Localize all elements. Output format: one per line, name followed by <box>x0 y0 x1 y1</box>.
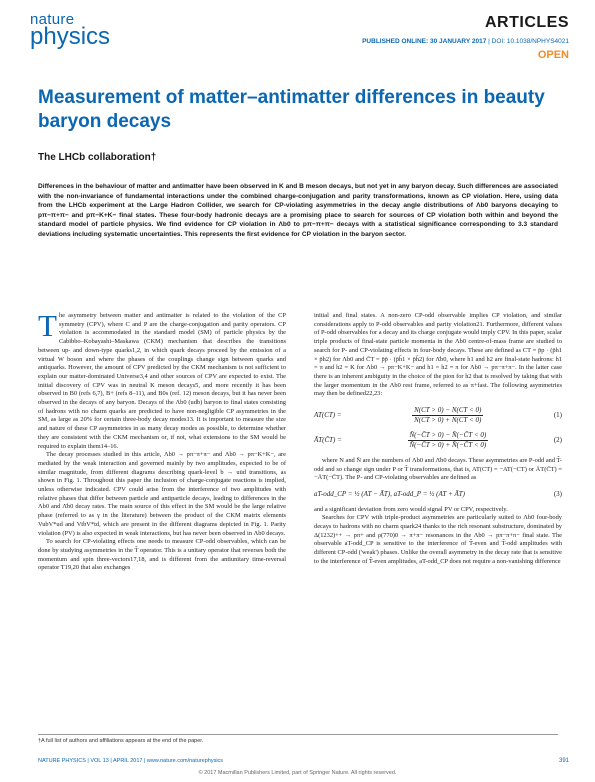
doi-link[interactable]: DOI: 10.1038/NPHYS4021 <box>491 38 569 45</box>
paragraph: and a significant deviation from zero would signal PV or CPV, respectively. <box>314 505 508 513</box>
equation-denominator: N̄(−C̄T > 0) + N̄(−C̄T < 0) <box>409 441 487 450</box>
equation-expression: aT-odd_CP = ½ (AT − ĀT), aT-odd_P = ½ (AT + ĀT) <box>314 489 465 498</box>
paragraph: To search for CP-violating effects one needs to measure CP-odd observables, which can be done by studying asymmetries in the T̂ operator. This is a unitary operator that reverses both the momentum and spin three-vectors17,18, and is different from the antiunitary time-reversal operator T19,20 that also exchanges <box>38 538 286 572</box>
paragraph-intro-text: he asymmetry between matter and antimatter is related to the violation of the CP symmetry (CPV), where C and P are the charge-conjugation and parity operators. CP violation is accommodated in the standard model (SM) of particle physics by the Cabibbo–Kobayashi–Maskawa (CKM) mechanism that describes the transitions between up- and down-type quarks1,2, in which quark decays proceed by the emission of a virtual W boson and where the phases of the couplings change sign between quarks and antiquarks. However, the amount of CPV predicted by the CKM mechanism is not sufficient to explain our matter-dominated Universe3,4 and other sources of CPV are expected to exist. The initial discovery of CPV was in neutral K meson decays5, and more recently it has been observed in B0 (refs 6,7), B+ (refs 8–11), and B0s (ref. 12) meson decays, but it has never been observed in the decays of any baryon. Decays of the Λb0 (udb) baryon to final states consisting of hadrons with no charm quarks are predicted to have non-negligible CP asymmetries in the SM, as large as 20% for certain three-body decay modes13. It is important to measure the size and nature of these CP asymmetries in as many decay modes as possible, to determine whether they are consistent with the CKM mechanism or, if not, what extensions to the SM would be required to explain them14–16. <box>38 312 286 450</box>
equation-number: (3) <box>553 489 562 498</box>
equation-numerator: N(CT > 0) − N(CT < 0) <box>414 406 482 415</box>
section-label: ARTICLES <box>485 14 569 31</box>
logo-top-text: nature <box>30 11 75 28</box>
equation-lhs: AT(CT) = <box>314 410 342 419</box>
paragraph-intro <box>38 308 286 451</box>
equation-fraction <box>408 431 489 449</box>
equation-denominator: N(CT > 0) + N(CT < 0) <box>414 415 482 424</box>
paragraph: The decay processes studied in this article, Λb0 → pπ−π+π− and Λb0 → pπ−K+K−, are mediated by the weak interaction and governed mainly by two amplitudes, expected to be of similar magnitude, from different diagrams describing quark-level b → uūd transitions, as shown in Fig. 1. Throughout this paper the inclusion of charge-conjugate reactions is implied, unless otherwise indicated. CPV could arise from the interference of two amplitudes with relative phases that differ between particle and antiparticle decays, leading to differences in the Λb0 and Λ̄b0 decay rates. The main source of this effect in the SM would be the large relative phase (referred to as γ in the literature) between the product of the CKM matrix elements VubV*ud and VtbV*td, which are present in the different diagrams depicted in Fig. 1. Parity violation (PV) is also expected in weak interactions, but has never been observed in Λb0 decays. <box>38 451 286 537</box>
abstract: Differences in the behaviour of matter and antimatter have been observed in K and B meson decays, but not yet in any baryon decay. Such differences are associated with the non-invariance of fundamental interactions under the combined charge-conjugation and parity transformations, known as CP violation. Here, using data from the LHCb experiment at the Large Hadron Collider, we search for CP-violating asymmetries in the decay angle distributions of Λb0 baryons decaying to pπ−π+π− and pπ−K+K− final states. These four-body hadronic decays are a promising place to search for sources of CP violation both within and beyond the standard model of particle physics. We find evidence for CP violation in Λb0 to pπ−π+π− decays with a statistical significance corresponding to 3.3 standard deviations including systematic uncertainties. This represents the first evidence for CP violation in the baryon sector. <box>38 183 558 238</box>
publication-info: PUBLISHED ONLINE: 30 JANUARY 2017 | DOI: 10.1038/NPHYS4021 <box>362 38 569 45</box>
equation-3 <box>314 490 562 499</box>
body-column-right <box>314 312 562 567</box>
author-footnote: †A full list of authors and affiliations appears at the end of the paper. <box>38 734 558 744</box>
copyright-notice: © 2017 Macmillan Publishers Limited, part of Springer Nature. All rights reserved. <box>198 770 397 776</box>
page-number: 391 <box>558 758 569 764</box>
body-column-left <box>38 308 286 573</box>
equation-number: (1) <box>553 410 562 419</box>
equation-2 <box>314 431 562 449</box>
article-authors[interactable]: The LHCb collaboration† <box>38 152 157 163</box>
published-date: PUBLISHED ONLINE: 30 JANUARY 2017 <box>362 38 487 45</box>
logo-main-text: physics <box>30 23 111 50</box>
equation-number: (2) <box>553 436 562 445</box>
journal-logo <box>30 12 110 49</box>
drop-cap: T <box>38 308 57 343</box>
equation-numerator: N̄(−C̄T > 0) − N̄(−C̄T < 0) <box>409 431 487 440</box>
open-access-badge: OPEN <box>537 49 569 61</box>
article-title: Measurement of matter–antimatter differences in beauty baryon decays <box>38 87 545 132</box>
equation-1 <box>314 406 562 424</box>
paragraph: Searches for CPV with triple-product asymmetries are particularly suited to Λb0 four-body decays to hadrons with no charm quark24 thanks to the rich resonant substructure, dominated by Δ(1232)++ → pπ+ and ρ(770)0 → π+π− resonances in the Λb0 → pπ−π+π− final state. The observable aT-odd_CP is sensitive to the interference of T̂-even and T̂-odd amplitudes with different CP-odd ('weak') phases. Unlike the overall asymmetry in the decay rate that is sensitive to the interference of T̂-even amplitudes, aT-odd_CP does not require a non-vanishing difference <box>314 514 562 565</box>
paragraph: initial and final states. A non-zero CP-odd observable implies CP violation, and similar considerations apply to P-odd observables and parity violation21. Furthermore, different values of P-odd observables for a decay and its charge conjugate would imply CPV. In this paper, scalar triple products of final-state particle momenta in the Λb0 centre-of-mass frame are studied to search for P- and CP-violating effects in four-body decays. These are defined as CT = p̄p · (p̄h1 × p̄h2) for Λb0 and C̄T = p̄p̄ · (p̄h̄1 × p̄h̄2) for Λ̄b0, where h1 and h2 are final-state hadrons: h1 = π and h2 = K for Λb0 → pπ−K+K− and h1 = h2 = π for Λb0 → pπ−π+π−. In the latter case there is an inherent ambiguity in the choice of the pion for h2 that is resolved by taking that with the larger momentum in the Λb0 rest frame, referred to as π+fast. The following asymmetries may then be defined22,23: <box>314 312 562 398</box>
equation-fraction <box>412 406 483 424</box>
paragraph: where N and N̄ are the numbers of Λb0 and Λ̄b0 decays. These asymmetries are P-odd and T̂-odd and so change sign under P or T̂ transformations, that is, AT(CT) = −AT(−CT) or ĀT(C̄T) = −ĀT(−C̄T). The P- and CP-violating observables are defined as <box>314 456 562 482</box>
journal-footer: NATURE PHYSICS | VOL 13 | APRIL 2017 | www.nature.com/naturephysics <box>38 758 224 764</box>
equation-lhs: ĀT(C̄T) = <box>314 436 342 445</box>
